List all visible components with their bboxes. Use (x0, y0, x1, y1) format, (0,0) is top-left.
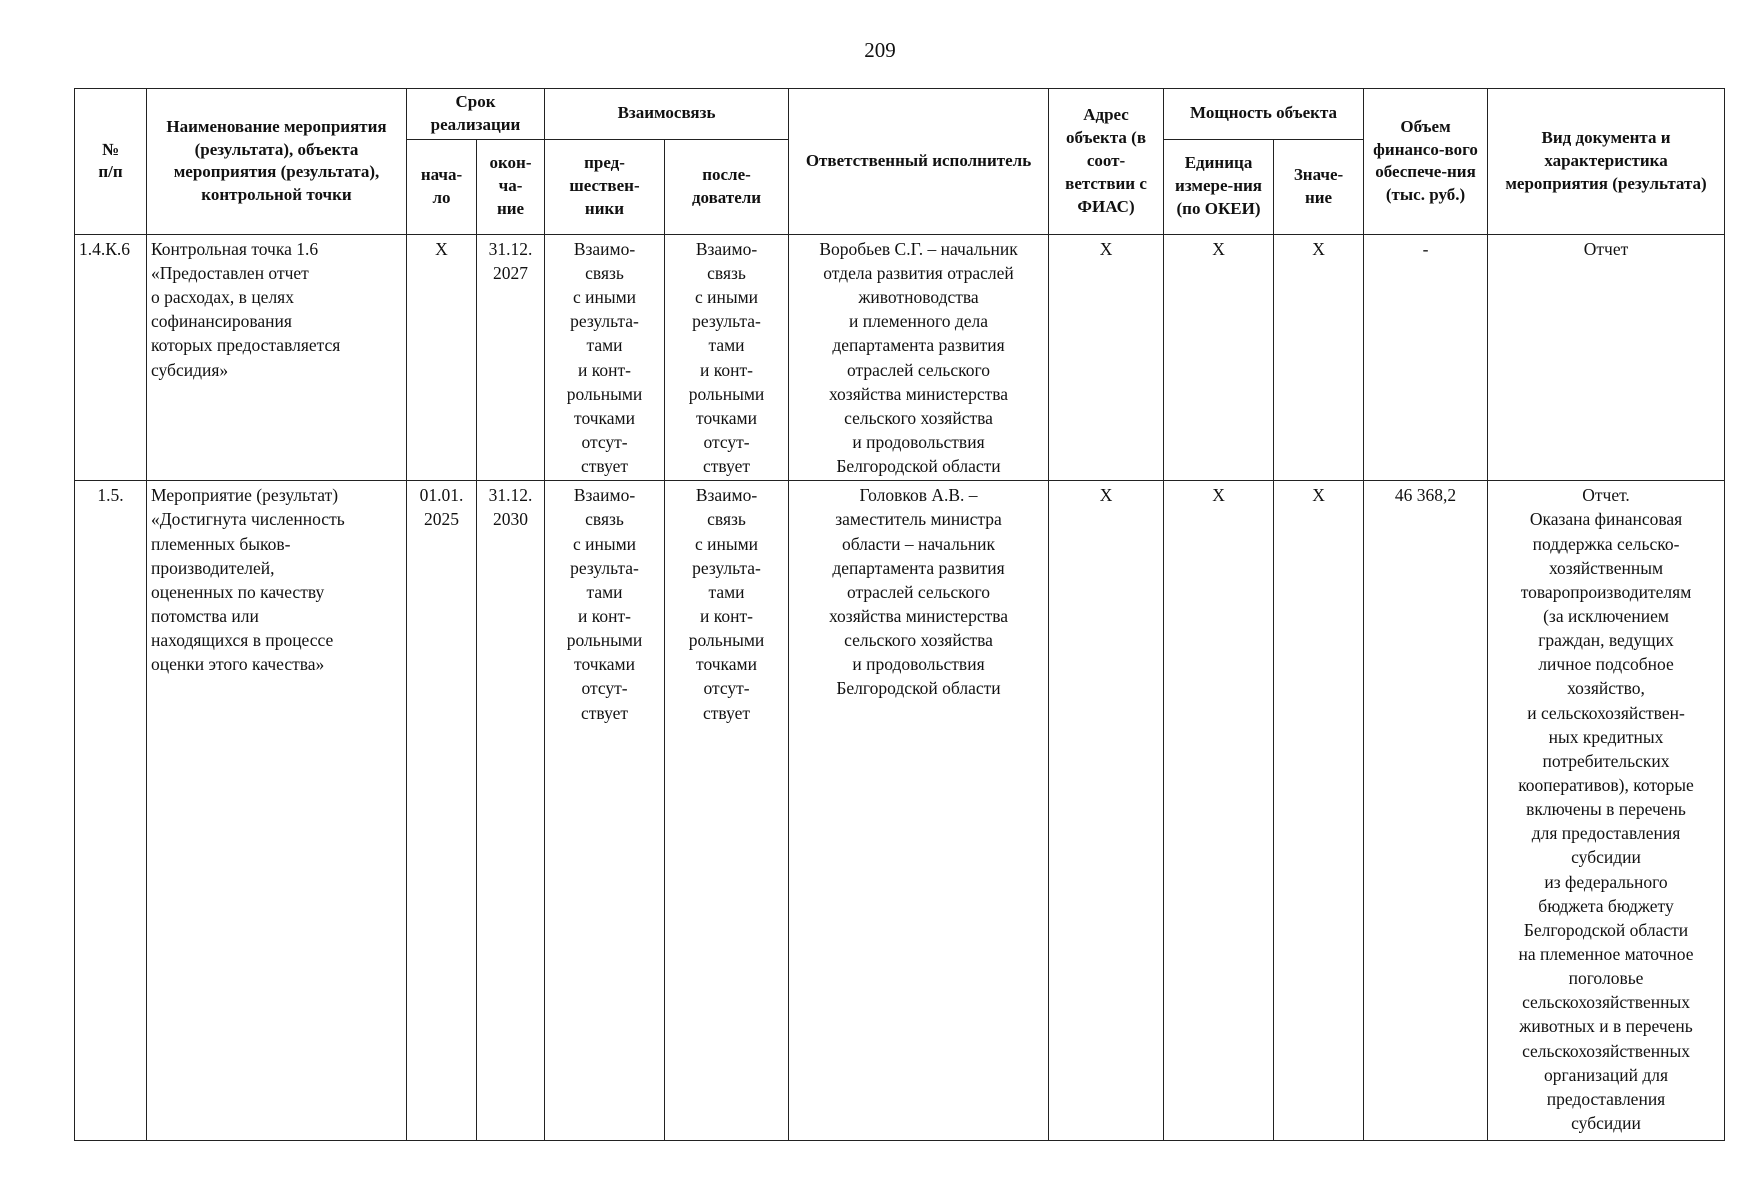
row-predecessors: Взаимо- связь с иными результа- тами и конт- рольными точками отсут- ствует (545, 481, 665, 1141)
row-doc: Отчет (1488, 234, 1725, 480)
page-number: 209 (864, 38, 896, 62)
header-relation-next: после- дователи (665, 139, 789, 234)
row-start: Х (407, 234, 477, 480)
row-doc: Отчет. Оказана финансовая поддержка сельско- хозяйственным товаропроизводителям (за исключением граждан, ведущих личное подсобное хозяйство, и сельскохозяйствен- ных кредитных потребительских кооперативов), которые включены в перечень для предоставления субсидии из федерального бюджета бюджету Белгородской области на племенное маточное поголовье сельскохозяйственных животных и в перечень сельскохозяйственных организаций для предоставления субсидии (1488, 481, 1725, 1141)
header-capacity: Мощность объекта (1164, 89, 1364, 140)
row-end: 31.12. 2030 (477, 481, 545, 1141)
header-num: № п/п (75, 89, 147, 235)
row-unit: Х (1164, 234, 1274, 480)
header-row-1 (75, 89, 1725, 140)
header-term: Срок реализации (407, 89, 545, 140)
row-funding: - (1364, 234, 1488, 480)
row-name: Контрольная точка 1.6 «Предоставлен отчет о расходах, в целях софинансирования которых предоставляется субсидия» (147, 234, 407, 480)
row-responsible: Воробьев С.Г. – начальник отдела развития отраслей животноводства и племенного дела департамента развития отраслей сельского хозяйства министерства сельского хозяйства и продовольствия Белгородской области (789, 234, 1049, 480)
activities-table (74, 88, 1725, 1141)
row-address: Х (1049, 234, 1164, 480)
header-address: Адрес объекта (в соот-ветствии с ФИАС) (1049, 89, 1164, 235)
row-value: Х (1274, 234, 1364, 480)
header-doc: Вид документа и характеристика мероприятия (результата) (1488, 89, 1725, 235)
row-unit: Х (1164, 481, 1274, 1141)
row-name: Мероприятие (результат) «Достигнута численность племенных быков- производителей, оцененных по качеству потомства или находящихся в процессе оценки этого качества» (147, 481, 407, 1141)
row-funding: 46 368,2 (1364, 481, 1488, 1141)
row-num: 1.4.К.6 (75, 234, 147, 480)
table-row (75, 234, 1725, 480)
header-name: Наименование мероприятия (результата), объекта мероприятия (результата), контрольной точки (147, 89, 407, 235)
header-relation: Взаимосвязь (545, 89, 789, 140)
row-successors: Взаимо- связь с иными результа- тами и конт- рольными точками отсут- ствует (665, 481, 789, 1141)
row-successors: Взаимо- связь с иными результа- тами и конт- рольными точками отсут- ствует (665, 234, 789, 480)
header-funding: Объем финансо-вого обеспече-ния (тыс. руб.) (1364, 89, 1488, 235)
row-value: Х (1274, 481, 1364, 1141)
row-predecessors: Взаимо- связь с иными результа- тами и конт- рольными точками отсут- ствует (545, 234, 665, 480)
header-responsible: Ответственный исполнитель (789, 89, 1049, 235)
row-responsible: Головков А.В. – заместитель министра области – начальник департамента развития отраслей сельского хозяйства министерства сельского хозяйства и продовольствия Белгородской области (789, 481, 1049, 1141)
header-relation-prev: пред- шествен- ники (545, 139, 665, 234)
row-end: 31.12. 2027 (477, 234, 545, 480)
header-term-start: нача- ло (407, 139, 477, 234)
row-address: Х (1049, 481, 1164, 1141)
header-capacity-unit: Единица измере-ния (по ОКЕИ) (1164, 139, 1274, 234)
table-row (75, 481, 1725, 1141)
row-num: 1.5. (75, 481, 147, 1141)
header-capacity-value: Значе- ние (1274, 139, 1364, 234)
header-term-end: окон- ча- ние (477, 139, 545, 234)
row-start: 01.01. 2025 (407, 481, 477, 1141)
